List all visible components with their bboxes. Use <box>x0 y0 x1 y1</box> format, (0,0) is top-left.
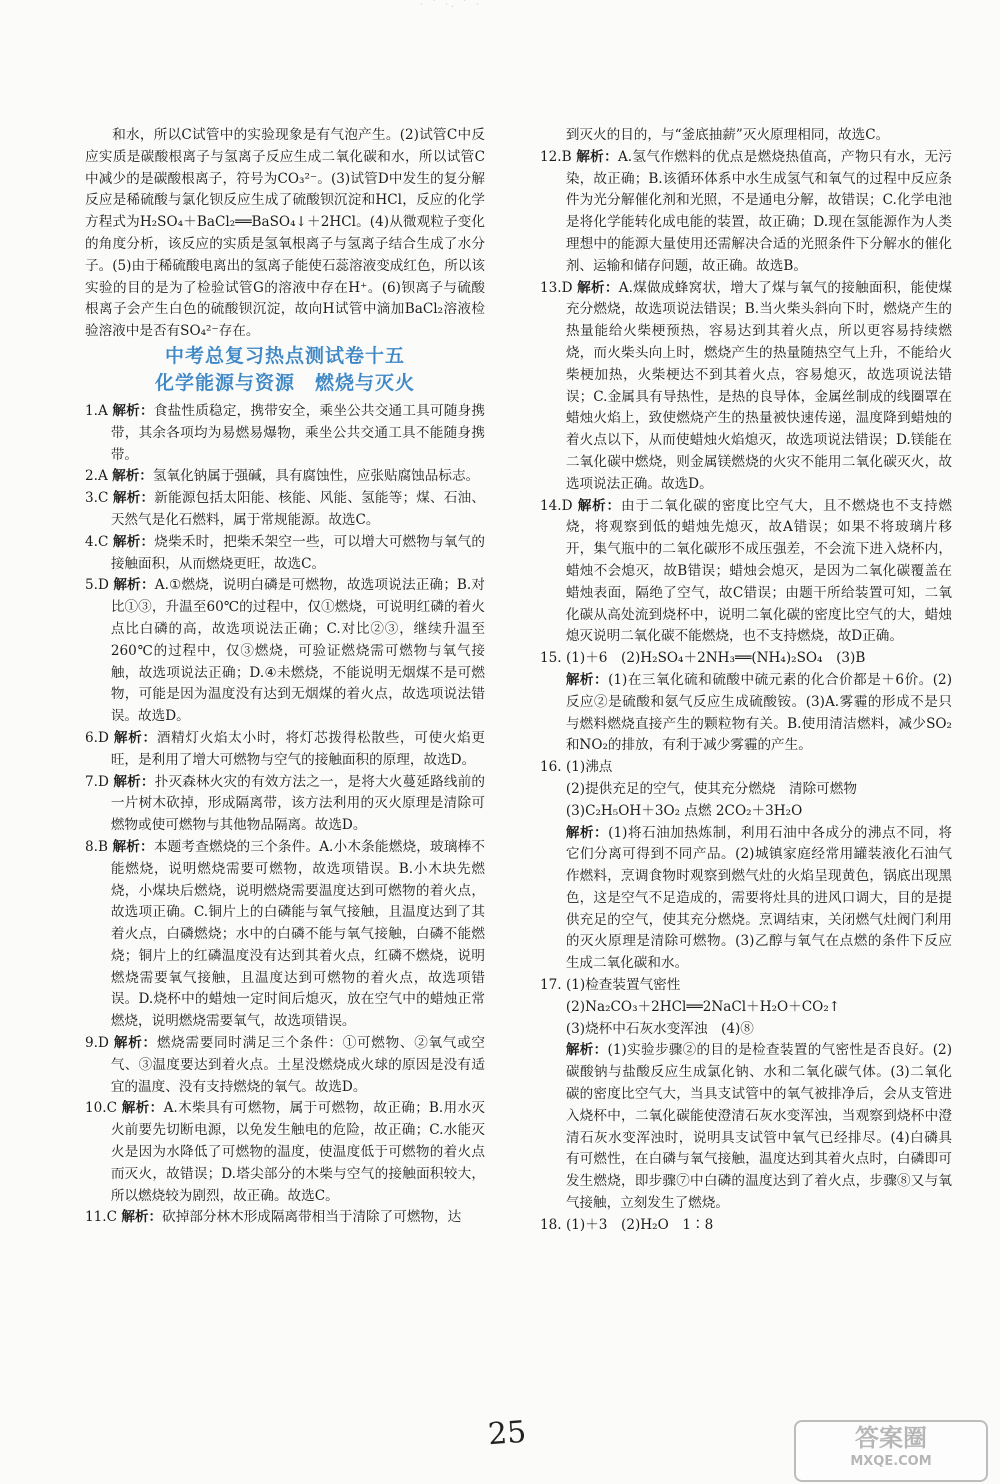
answer-text <box>540 997 952 1019</box>
analysis-label: 解析： <box>113 577 155 594</box>
answer-number: 5.D <box>85 577 109 594</box>
answer-body: 扑灭森林火灾的有效方法之一，是将大火蔓延路线前的一片树木砍掉，形成隔离带，该方法利用的灭火原理是清除可燃物或使可燃物与其他物品隔离。故选D。 <box>110 773 485 834</box>
analysis-label: 解析： <box>113 1035 157 1052</box>
section-title: 化学能源与资源 燃烧与灭火 <box>154 371 415 394</box>
answer-body: (1)＋3 (2)H₂O 1∶8 <box>565 1216 714 1233</box>
answer-item <box>540 757 952 779</box>
answer-body: 烧柴禾时，把柴禾架空一些，可以增大可燃物与氧气的接触面积，从而燃烧更旺，故选C。 <box>110 533 486 572</box>
analysis-label: 解析： <box>121 1100 164 1117</box>
left-column <box>85 125 485 1229</box>
answer-body: (3)烧杯中石灰水变浑浊 (4)⑧ <box>565 1020 754 1037</box>
answer-body: (3)C₂H₅OH＋3O₂ 点燃 2CO₂＋3H₂O <box>565 802 803 819</box>
analysis-label: 解析： <box>577 279 619 296</box>
answer-item <box>85 401 485 466</box>
answer-body: 酒精灯火焰太小时，将灯芯拨得松散些，可使火焰更旺，是利用了增大可燃物与空气的接触面积的原理，故选D。 <box>110 729 486 768</box>
answer-number: 3.C <box>85 490 109 507</box>
answer-body: (1)实验步骤②的目的是检查装置的气密性是否良好。(2)碳酸钠与盐酸反应生成氯化钠、水和二氧化碳气体。(3)二氧化碳的密度比空气大，当具支试管中的氧气被排净后，会从支管进入烧杯中，二氧化碳能使澄清石灰水变浑浊，当观察到烧杯中澄清石灰水变浑浊时，说明具支试管中氧气已经排尽。(4)白磷具有可燃性，在白磷与氧气接触，温度达到其着火点时，白磷即可发生燃烧，即步骤⑦中白磷的温度达到了着火点，步骤⑧又与氧气接触，立刻发生了燃烧。 <box>565 1042 952 1212</box>
answer-body: 和水，所以C试管中的实验现象是有气泡产生。(2)试管C中反应实质是碳酸根离子与氢离子反应生成二氧化碳和水，所以试管C中减少的是碳酸根离子，符号为CO₃²⁻。(3)试管D中发生的复分解反应是稀硫酸与氯化钡反应生成了硫酸钡沉淀和HCl，反应的化学方程式为H₂SO₄＋BaCl₂══BaSO₄↓＋2HCl。(4)从微观粒子变化的角度分析，该反应的实质是氢氧根离子与氢离子结合生成了水分子。(5)由于稀硫酸电离出的氢离子能使石蕊溶液变成红色，所以该实验的目的是为了检验试管G的溶液中存在H⁺。(6)钡离子与硫酸根离子会产生白色的硫酸钡沉淀，故向H试管中滴加BaCl₂溶液检验溶液中是否有SO₄²⁻存在。 <box>85 127 485 340</box>
answer-body: 燃烧需要同时满足三个条件：①可燃物、②氧气或空气、③温度要达到着火点。土星没燃烧成火球的原因是没有适宜的温度、没有支持燃烧的氧气。故选D。 <box>110 1035 486 1095</box>
page-number: 25 <box>486 1414 528 1453</box>
answer-body: (2)Na₂CO₃＋2HCl══2NaCl＋H₂O＋CO₂↑ <box>565 998 841 1015</box>
answer-body: 到灭火的目的，与“釜底抽薪”灭火原理相同，故选C。 <box>565 127 890 143</box>
answer-item <box>540 1215 952 1237</box>
answer-item <box>85 837 485 1033</box>
answer-number: 14.D <box>540 497 573 514</box>
answer-text <box>540 1040 952 1214</box>
answer-text <box>540 779 952 801</box>
answer-body: (1)将石油加热炼制，利用石油中各成分的沸点不同，将它们分离可得到不同产品。(2)城镇家庭经常用罐装液化石油气作燃料，烹调食物时观察到燃气灶的火焰呈现黄色，锅底出现黑色，这是空气不足造成的，需要将灶具的进风口调大，目的是提供充足的空气，使其充分燃烧。烹调结束，关闭燃气灶阀门利用的灭火原理是清除可燃物。(3)乙醇与氧气在点燃的条件下反应生成二氧化碳和水。 <box>565 824 952 972</box>
answer-body: 氢氧化钠属于强碱，具有腐蚀性，应张贴腐蚀品标志。 <box>152 468 480 485</box>
answer-number: 13.D <box>540 279 573 296</box>
analysis-label: 解析： <box>113 729 157 746</box>
analysis-label: 解析： <box>565 1042 608 1059</box>
answer-number: 18. <box>540 1216 562 1233</box>
answer-body: 砍掉部分林木形成隔离带相当于清除了可燃物，达 <box>162 1209 462 1226</box>
watermark-en: MXQE.COM <box>850 1454 932 1469</box>
analysis-label: 解析： <box>121 1209 163 1226</box>
answer-body: 新能源包括太阳能、核能、风能、氢能等；煤、石油、天然气是化石燃料，属于常规能源。故选C。 <box>110 490 486 528</box>
answer-number: 16. <box>540 759 562 776</box>
answer-body: (1)＋6 (2)H₂SO₄＋2NH₃══(NH₄)₂SO₄ (3)B <box>565 650 866 667</box>
answer-text <box>540 670 952 757</box>
answer-text <box>540 801 952 823</box>
watermark-logo <box>794 1420 988 1482</box>
answer-item <box>85 1098 485 1207</box>
answer-item <box>540 975 952 997</box>
answer-number: 2.A <box>85 468 108 485</box>
answer-number: 6.D <box>85 729 109 746</box>
answer-text <box>540 823 952 976</box>
answer-number: 10.C <box>85 1100 118 1117</box>
analysis-label: 解析： <box>565 824 609 841</box>
answer-body: A.氢气作燃料的优点是燃烧热值高，产物只有水，无污染，故正确；B.该循环体系中水生成氢气和氧气的过程中反应条件为光分解催化剂和光照，不是通电分解，故错误；C.化学电池是将化学能转化成电能的装置，故正确；D.现在氢能源作为人类理想中的能源大量使用还需解决合适的光照条件下分解水的催化剂、运输和储存问题，故正确。故选B。 <box>565 148 953 274</box>
answer-number: 11.C <box>85 1209 118 1226</box>
answer-number: 4.C <box>85 533 109 550</box>
answer-body: (2)提供充足的空气，使其充分燃烧 清除可燃物 <box>565 780 857 797</box>
answer-number: 12.B <box>540 148 572 165</box>
answer-number: 7.D <box>85 773 109 790</box>
answer-body: A.煤做成蜂窝状，增大了煤与氧气的接触面积，能使煤充分燃烧，故选项说法错误；B.当火柴头斜向下时，燃烧产生的热量能给火柴梗预热，容易达到其着火点，所以更容易持续燃烧，而火柴头向上时，燃烧产生的热量随热空气上升，不能给火柴梗加热，火柴梗达不到其着火点，容易熄灭，故选项说法错误；C.金属具有导热性，是热的良导体，金属丝制成的线圈罩在蜡烛火焰上，致使燃烧产生的热量被快速传递，温度降到蜡烛的着火点以下，从而使蜡烛火焰熄灭，故选项说法错误；D.镁能在二氧化碳中燃烧，则金属镁燃烧的火灾不能用二氧化碳灭火，故选项说法正确。故选D。 <box>565 279 953 492</box>
analysis-label: 解析： <box>577 497 621 514</box>
answer-body: (1)在三氧化硫和硫酸中硫元素的化合价都是＋6价。(2)反应②是硫酸和氨气反应生成硫酸铵。(3)A.雾霾的形成不是只与燃料燃烧直接产生的颗粒物有关。B.使用清洁燃料，减少SO₂和NO₂的排放，有利于减少雾霾的产生。 <box>565 671 952 754</box>
analysis-label: 解析： <box>112 838 154 855</box>
answer-item <box>540 278 952 496</box>
answer-text <box>540 1019 952 1041</box>
answer-body: A.①燃烧，说明白磷是可燃物，故选项说法正确；B.对比①③，升温至60℃的过程中，仅①燃烧，可说明红磷的着火点比白磷的高，故选项说法正确；C.对比②③，继续升温至260℃的过程中，仅③燃烧，可验证燃烧需可燃物与氧气接触，故选项说法正确；D.④未燃烧，不能说明无烟煤不是可燃物，可能是因为温度没有达到无烟煤的着火点，故选项说法错误。故选D。 <box>110 577 486 725</box>
analysis-label: 解析： <box>113 773 155 790</box>
answer-text <box>85 125 485 343</box>
answer-item <box>85 532 485 576</box>
analysis-label: 解析： <box>112 468 153 485</box>
answer-item <box>85 466 485 488</box>
answer-body: 由于二氧化碳的密度比空气大，且不燃烧也不支持燃烧，将观察到低的蜡烛先熄灭，故A错误；如果不将玻璃片移开，集气瓶中的二氧化碳形不成压强差，不会流下进入烧杯内，蜡烛不会熄灭，故B错误；蜡烛会熄灭，是因为二氧化碳覆盖在蜡烛表面，隔绝了空气，故C错误；由题干所给装置可知，二氧化碳从高处流到烧杯中，说明二氧化碳的密度比空气的大，蜡烛熄灭说明二氧化碳不能燃烧，也不支持燃烧，故D正确。 <box>565 497 953 645</box>
answer-body: (1)沸点 <box>565 759 613 776</box>
answer-number: 1.A <box>85 402 108 419</box>
right-column <box>540 125 952 1237</box>
answer-body: A.木柴具有可燃物，属于可燃物，故正确；B.用水灭火前要先切断电源，以免发生触电的危险，故正确；C.水能灭火是因为水降低了可燃物的温度，使温度低于可燃物的着火点而灭火，故错误；D.塔尖部分的木柴与空气的接触面积较大，所以燃烧较为剧烈，故正确。故选C。 <box>110 1100 486 1204</box>
answer-item <box>540 147 952 278</box>
analysis-label: 解析： <box>112 402 154 419</box>
answer-body: (1)检查装置气密性 <box>565 977 681 994</box>
analysis-label: 解析： <box>112 533 155 550</box>
answer-number: 17. <box>540 977 562 994</box>
analysis-label: 解析： <box>565 671 609 688</box>
analysis-label: 解析： <box>112 490 155 507</box>
answer-item <box>85 1033 485 1098</box>
answer-item <box>85 488 485 532</box>
section-title: 中考总复习热点测试卷十五 <box>164 344 405 367</box>
answer-text <box>540 125 952 147</box>
answer-item <box>85 1207 485 1229</box>
answer-body: 本题考查燃烧的三个条件。A.小木条能燃烧，玻璃棒不能燃烧，说明燃烧需要可燃物，故选项错误。B.小木块先燃烧，小煤块后燃烧，说明燃烧需要温度达到可燃物的着火点，故选项正确。C.铜片上的白磷能与氧气接触，且温度达到了其着火点，白磷燃烧；水中的白磷不能与氧气接触，白磷不能燃烧；铜片上的红磷温度没有达到其着火点，红磷不燃烧，说明燃烧需要氧气接触，且温度达到可燃物的着火点，故选项错误。D.烧杯中的蜡烛一定时间后熄灭，放在空气中的蜡烛正常燃烧，说明燃烧需要氧气，故选项错误。 <box>110 838 486 1030</box>
answer-number: 15. <box>540 650 562 667</box>
answer-number: 9.D <box>85 1035 109 1052</box>
scan-noise: · ˙ ·. ˙ · <box>420 0 482 10</box>
answer-item <box>85 728 485 772</box>
watermark-cn: 答案圈 <box>855 1424 927 1452</box>
answer-item <box>540 496 952 649</box>
answer-item <box>85 772 485 837</box>
answer-item <box>540 648 952 670</box>
answer-item <box>85 575 485 728</box>
answer-number: 8.B <box>85 838 108 855</box>
answer-body: 食盐性质稳定，携带安全，乘坐公共交通工具可随身携带，其余各项均为易燃易爆物，乘坐公共交通工具不能随身携带。 <box>110 402 486 463</box>
analysis-label: 解析： <box>576 148 618 165</box>
